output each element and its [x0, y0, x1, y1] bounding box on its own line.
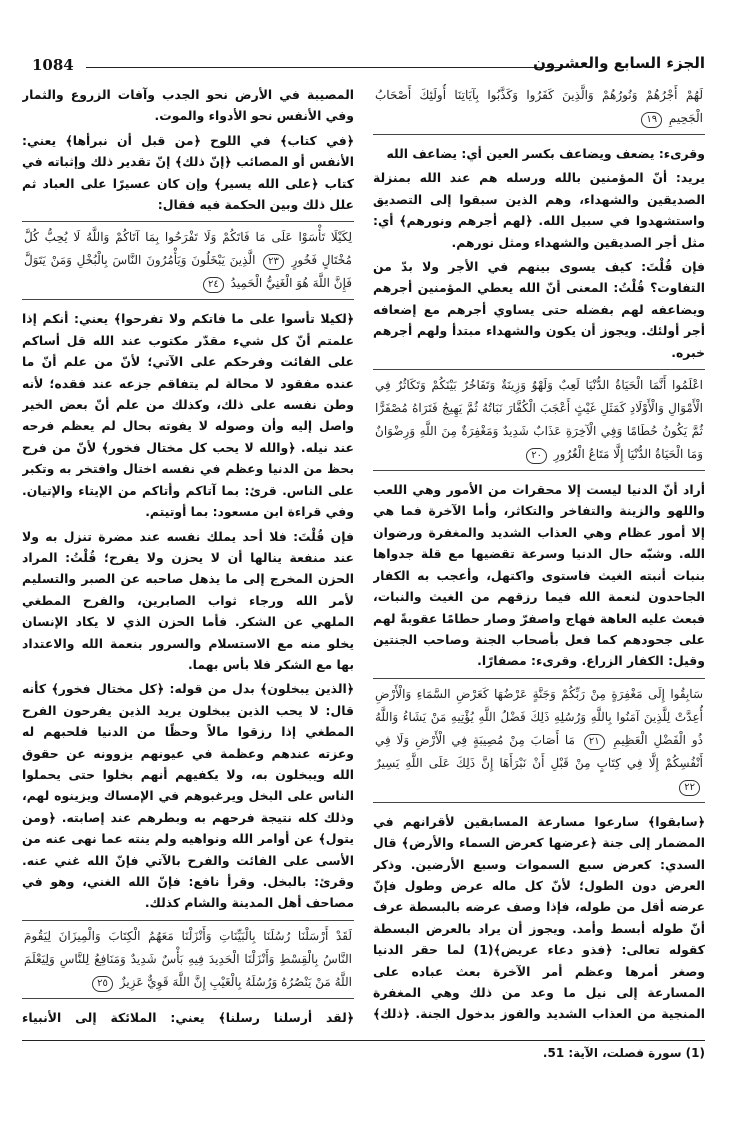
- quran-verse-block: [373, 369, 705, 471]
- verse-text: سَابِقُوا إِلَى مَغْفِرَةٍ مِنْ رَبِّكُمْ وَجَنَّةٍ عَرْضُهَا كَعَرْضِ السَّمَاءِ وَالْأَرْضِ أُعِدَّتْ لِلَّذِينَ آمَنُوا بِاللَّهِ وَرُسُلِهِ ذَلِكَ فَضْلُ اللَّهِ يُؤْتِيهِ مَنْ يَشَاءُ وَاللَّهُ ذُو الْفَضْلِ الْعَظِيمِ: [375, 686, 703, 747]
- paragraph: فإن قُلْتَ: فلا أحد يملك نفسه عند مضرة تنزل به ولا عند منفعة ينالها أن لا يحزن ولا يفرح؛ قُلْتُ: المراد الحزن المخرج إلى ما يذهل صاحبه عن الصبر والتسليم لأمر الله ورجاء ثواب الصابرين، والفرح المطغي الملهي عن الشكر. فأما الحزن الذي لا يكاد الإنسان يخلو منه مع الاستسلام والسرور بنعمة الله والاعتداد بها مع الشكر فلا بأس بهما.: [22, 528, 354, 672]
- footnote-rule: [22, 1040, 705, 1041]
- ayah-number: ١٩: [641, 112, 662, 128]
- paragraph: ﴿لقد أرسلنا رسلنا﴾ يعني: الملائكة إلى الأنبياء: [22, 1009, 354, 1025]
- left-column: [22, 84, 354, 1028]
- verse-text: لَقَدْ أَرْسَلْنَا رُسُلَنَا بِالْبَيِّنَاتِ وَأَنْزَلْنَا مَعَهُمُ الْكِتَابَ وَالْمِيزَانَ لِيَقُومَ النَّاسُ بِالْقِسْطِ وَأَنْزَلْنَا الْحَدِيدَ فِيهِ بَأْسٌ شَدِيدٌ وَمَنَافِعُ لِلنَّاسِ وَلِيَعْلَمَ اللَّهُ مَنْ يَنْصُرُهُ وَرُسُلَهُ بِالْغَيْبِ إِنَّ اللَّهَ قَوِيٌّ عَزِيزٌ: [24, 928, 352, 989]
- verse-text: اعْلَمُوا أَنَّمَا الْحَيَاةُ الدُّنْيَا لَعِبٌ وَلَهْوٌ وَزِينَةٌ وَتَفَاخُرٌ بَيْنَكُمْ وَتَكَاثُرٌ فِي الْأَمْوَالِ وَالْأَوْلَادِ كَمَثَلِ غَيْثٍ أَعْجَبَ الْكُفَّارَ نَبَاتُهُ ثُمَّ يَهِيجُ فَتَرَاهُ مُصْفَرًّا ثُمَّ يَكُونُ حُطَامًا وَفِي الْآخِرَةِ عَذَابٌ شَدِيدٌ وَمَغْفِرَةٌ مِنَ اللَّهِ وَرِضْوَانٌ وَمَا الْحَيَاةُ الدُّنْيَا إِلَّا مَتَاعُ الْغُرُورِ: [375, 378, 703, 462]
- ayah-number: ٢٢: [679, 780, 700, 796]
- verse-text: لِكَيْلَا تَأْسَوْا عَلَى مَا فَاتَكُمْ وَلَا تَفْرَحُوا بِمَا آتَاكُمْ وَاللَّهُ لَا يُحِبُّ كُلَّ مُخْتَالٍ فَخُورٍ: [24, 230, 352, 268]
- ayah-number: ٢١: [584, 734, 605, 750]
- paragraph: يريد: أنّ المؤمنين بالله ورسله هم عند الله بمنزلة الصديقين والشهداء، وهم الذين سبقوا إلى التصديق واستشهدوا في سبيل الله. ﴿لهم أجرهم ونورهم﴾ أي: مثل أجر الصديقين والشهداء ومثل نورهم.: [373, 170, 705, 250]
- footnote: (1) سورة فصلت، الآية: 51.: [542, 1046, 705, 1060]
- page-number: 1084: [32, 56, 74, 74]
- verse-text: مَا أَصَابَ مِنْ مُصِيبَةٍ فِي الْأَرْضِ وَلَا فِي أَنْفُسِكُمْ إِلَّا فِي كِتَابٍ مِنْ قَبْلِ أَنْ نَبْرَأَهَا إِنَّ ذَلِكَ عَلَى اللَّهِ يَسِيرٌ: [375, 732, 703, 770]
- paragraph: أراد أنّ الدنيا ليست إلا محقرات من الأمور وهي اللعب واللهو والزينة والتفاخر والتكاثر، وأما الآخرة فما هي إلا أمور عظام وهي العذاب الشديد والمغفرة ورضوان الله. وشبّه حال الدنيا وسرعة تقضيها مع قلة جدواها بنبات أنبته الغيث فاستوى واكتهل، وأعجب به الكفار الجاحدون لنعمة الله فيما رزقهم من الغيث والنبات، فبعث عليه العاهة فهاج واصفرّ وصار حطامًا عقوبةً لهم على جحودهم كما فعل بأصحاب الجنة وصاحب الجنتين وقيل: الكفار الزراع. وقرىء: مصفارًا.: [373, 482, 705, 669]
- quran-verse-block: [373, 678, 705, 803]
- running-title: الجزء السابع والعشرون: [533, 54, 705, 72]
- verse-text: لَهُمْ أَجْرُهُمْ وَنُورُهُمْ وَالَّذِينَ كَفَرُوا وَكَذَّبُوا بِآيَاتِنَا أُولَئِكَ أَصْحَابُ الْجَحِيمِ: [375, 88, 703, 125]
- right-column: [373, 84, 705, 1028]
- paragraph: المصيبة في الأرض نحو الجدب وآفات الزروع والثمار وفي الأنفس نحو الأدواء والموت.: [22, 87, 354, 124]
- verse-text: الَّذِينَ يَبْخَلُونَ وَيَأْمُرُونَ النَّاسَ بِالْبُخْلِ وَمَنْ يَتَوَلَّ فَإِنَّ اللَّهَ هُوَ الْغَنِيُّ الْحَمِيدُ: [24, 253, 352, 291]
- ayah-number: ٢٣: [263, 254, 284, 270]
- paragraph: ﴿سابقوا﴾ سارعوا مسارعة المسابقين لأقرانهم في المضمار إلى جنة ﴿عرضها كعرض السماء والأرض﴾ قال السدي: كعرض سبع السموات وسبع الأرضين. وذكر العرض دون الطول؛ لأنّ كل ماله عرض وطول فإنّ عرضه أقل من طوله، فإذا وصف عرضه بالبسطة عرف أنّ طوله أبسط وأمد. ويجوز أن يراد بالعرض البسطة كقوله تعالى: ﴿فذو دعاء عريض﴾(1) لما حقر الدنيا وصغر أمرها وعظم أمر الآخرة بعث عباده على المسارعة إلى نيل ما وعد من ذلك وهي المغفرة المنجية من العذاب الشديد والفوز بدخول الجنة. ﴿ذلك﴾: [373, 813, 705, 1022]
- quran-verse-block: [373, 84, 705, 135]
- paragraph: وقرىء: يضعف ويضاعف بكسر العين أي: يضاعف الله: [386, 146, 705, 161]
- ayah-number: ٢٤: [203, 277, 224, 293]
- quran-verse-block: [22, 920, 354, 999]
- ayah-number: ٢٠: [526, 448, 547, 464]
- header-rule: [86, 67, 565, 68]
- quran-verse-block: [22, 221, 354, 300]
- paragraph: ﴿الذين يبخلون﴾ بدل من قوله: ﴿كل مختال فخور﴾ كأنه قال: لا يحب الذين يبخلون يريد الذين يفرحون الفرح المطغي إذا رزقوا مالاً وحظًا من الدنيا فلحبهم له وعزته عندهم وعظمة في عيونهم يزوونه عن حقوق الله ويبخلون به، ولا يكفيهم أنهم بخلوا حتى يحملوا الناس على البخل ويرغبوهم في الإمساك ويزينوه لهم، وذلك كله نتيجة فرحهم به وبطرهم عند إصابته. ﴿ومن يتول﴾ عن أوامر الله ونواهيه ولم ينته عما نهى عنه من الأسى على الفائت والفرح بالآتي فإنّ الله غني عنه. وقرئ: بالبخل. وقرأ نافع: فإنّ الله الغني، وهو في مصاحف أهل المدينة والشام كذلك.: [22, 681, 354, 911]
- paragraph: فإن قُلْتَ: كيف يسوى بينهم في الأجر ولا بدّ من التفاوت؟ قُلْتُ: المعنى أنّ الله يعطي المؤمنين أجرهم ويضاعفه لهم بفضله حتى يساوي أجرهم مع إضعافه أجر أولئك. ويجوز أن يكون والشهداء مبتدأ ولهم أجرهم خبره.: [373, 259, 705, 360]
- paragraph: ﴿لكيلا تأسوا على ما فاتكم ولا تفرحوا﴾ يعني: أنكم إذا علمتم أنّ كل شيء مقدّر مكتوب عند الله قل أساكم على الفائت وفرحكم على الآتي؛ لأنّ من علم أنّ ما عنده مفقود لا محالة لم يتفاقم جزعه عند فقده؛ لأنه وطن نفسه على ذلك، وكذلك من علم أنّ بعض الخير واصل إليه وأن وصوله لا يفوته بحال لم يعظم فرحه عند نيله. ﴿والله لا يحب كل مختال فخور﴾ لأنّ من فرح بحظ من الدنيا وعظم في نفسه اختال وافتخر به وتكبر على الناس. قرئ: بما آتاكم وأتاكم من الإيتاء والإتيان. وفي قراءة ابن مسعود: بما أوتيتم.: [22, 311, 354, 520]
- ayah-number: ٢٥: [92, 976, 113, 992]
- paragraph: ﴿في كتاب﴾ في اللوح ﴿من قبل أن نبرأها﴾ يعني: الأنفس أو المصائب ﴿إنّ ذلك﴾ إنّ تقدير ذلك وإثباته في كتاب ﴿على الله يسير﴾ وإن كان عسيرًا على العباد ثم علل ذلك وبين الحكمة فيه فقال:: [22, 132, 354, 213]
- page-header: [26, 54, 705, 80]
